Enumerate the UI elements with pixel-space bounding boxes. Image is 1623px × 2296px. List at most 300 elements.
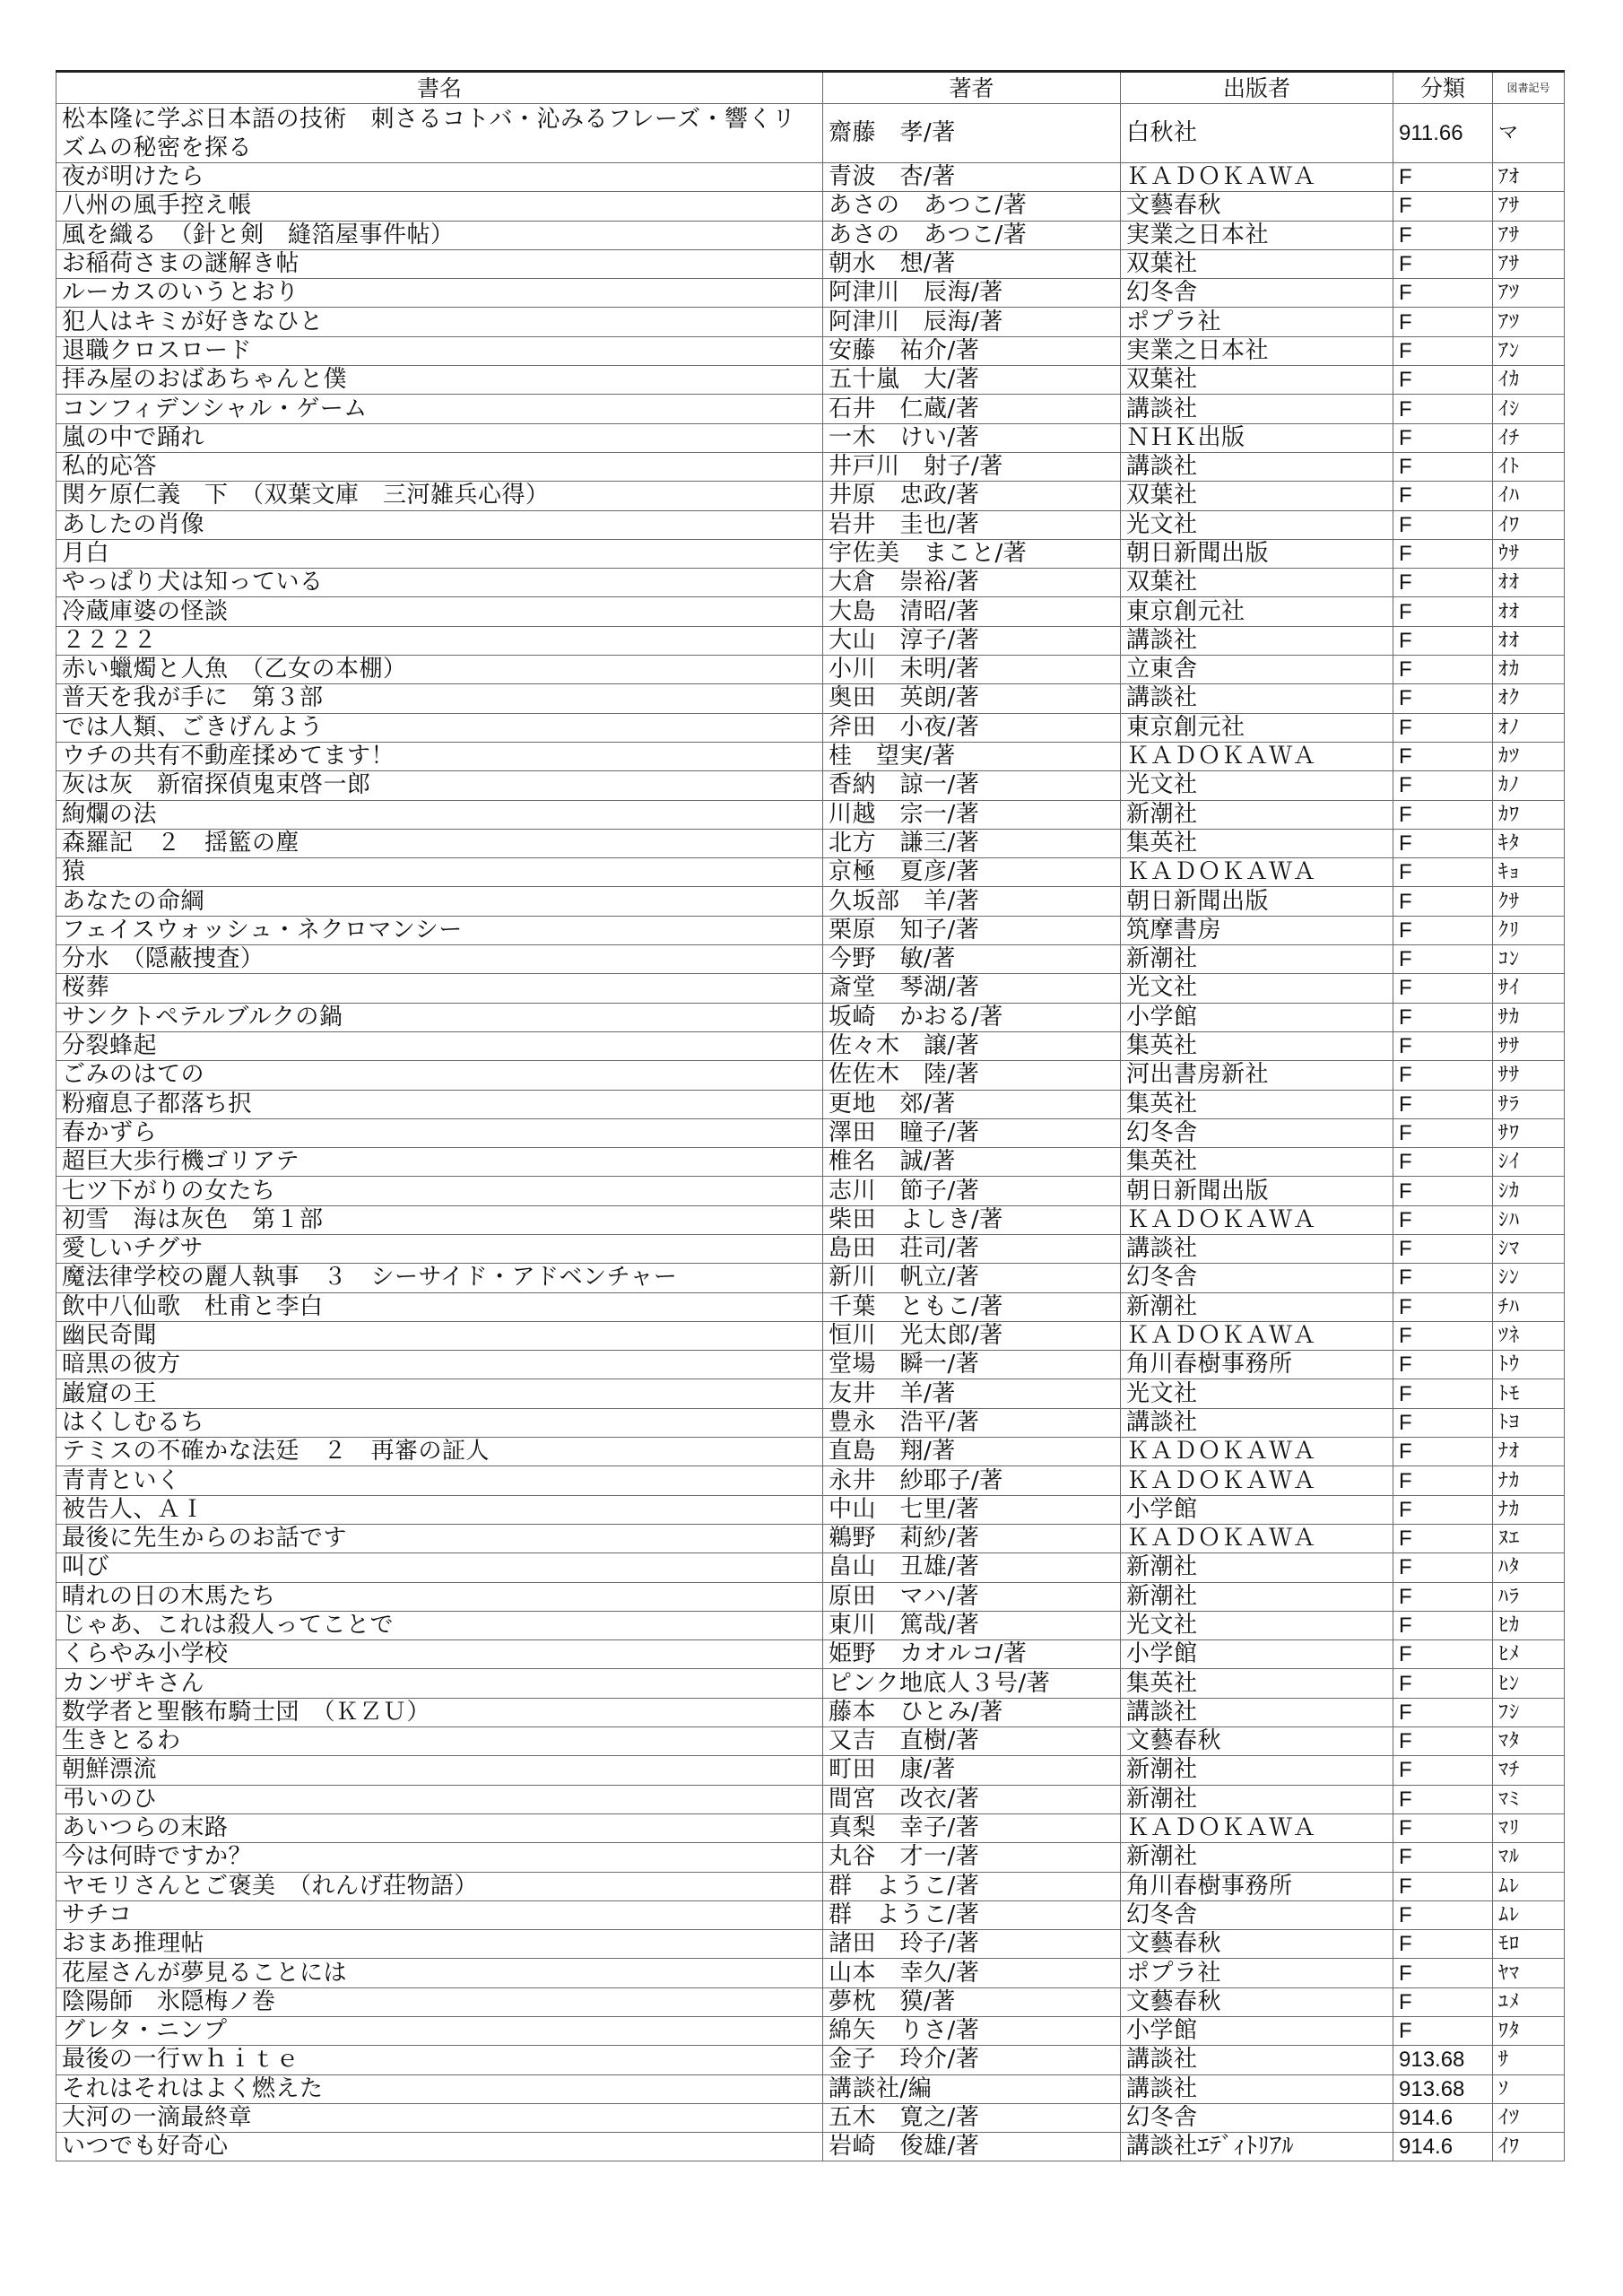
symbol-cell: ｻｻ: [1493, 1061, 1565, 1090]
table-row: [56, 829, 1565, 857]
author-cell: 丸谷 才一/著: [823, 1843, 1121, 1872]
author-cell: 京極 夏彦/著: [823, 858, 1121, 887]
classification-cell: F: [1393, 423, 1493, 452]
symbol-cell: ﾜﾀ: [1493, 2017, 1565, 2046]
classification-cell: F: [1393, 1351, 1493, 1379]
table-row: [56, 569, 1565, 597]
table-row: [56, 1582, 1565, 1611]
publisher-cell: 小学館: [1121, 2017, 1393, 2046]
book-title-cell: 大河の一滴最終章: [56, 2103, 823, 2132]
publisher-cell: 光文社: [1121, 771, 1393, 800]
classification-cell: F: [1393, 539, 1493, 568]
table-row: [56, 1813, 1565, 1842]
author-cell: 井原 忠政/著: [823, 482, 1121, 510]
author-cell: 佐々木 譲/著: [823, 1031, 1121, 1060]
symbol-cell: ｸｻ: [1493, 887, 1565, 916]
table-row: [56, 395, 1565, 423]
book-title-cell: 数学者と聖骸布騎士団 （ＫＺＵ）: [56, 1698, 823, 1726]
author-cell: 豊永 浩平/著: [823, 1408, 1121, 1437]
book-title-cell: グレタ・ニンプ: [56, 2017, 823, 2046]
publisher-cell: ＫＡＤＯＫＡＷＡ: [1121, 1466, 1393, 1495]
classification-cell: F: [1393, 1669, 1493, 1698]
symbol-cell: ﾋﾝ: [1493, 1669, 1565, 1698]
author-cell: 真梨 幸子/著: [823, 1813, 1121, 1842]
author-cell: 奥田 英朗/著: [823, 684, 1121, 713]
author-cell: 石井 仁蔵/著: [823, 395, 1121, 423]
symbol-cell: ﾁﾊ: [1493, 1292, 1565, 1321]
publisher-cell: 講談社: [1121, 2074, 1393, 2103]
publisher-cell: 角川春樹事務所: [1121, 1351, 1393, 1379]
author-cell: 宇佐美 まこと/著: [823, 539, 1121, 568]
table-row: [56, 1698, 1565, 1726]
symbol-cell: ﾓﾛ: [1493, 1930, 1565, 1959]
table-row: [56, 1495, 1565, 1524]
table-row: [56, 1756, 1565, 1785]
publisher-cell: 東京創元社: [1121, 597, 1393, 626]
symbol-cell: ｵｵ: [1493, 626, 1565, 655]
classification-cell: 913.68: [1393, 2046, 1493, 2074]
table-row: [56, 858, 1565, 887]
table-row: [56, 1234, 1565, 1263]
table-row: [56, 916, 1565, 944]
classification-cell: F: [1393, 2017, 1493, 2046]
table-row: [56, 2017, 1565, 2046]
symbol-cell: ｵｸ: [1493, 684, 1565, 713]
classification-cell: F: [1393, 1756, 1493, 1785]
table-row: [56, 1438, 1565, 1466]
publisher-cell: 立東舎: [1121, 656, 1393, 684]
book-title-cell: 猿: [56, 858, 823, 887]
table-row: [56, 656, 1565, 684]
book-title-cell: 粉瘤息子都落ち択: [56, 1090, 823, 1118]
classification-cell: F: [1393, 1553, 1493, 1582]
table-row: [56, 1061, 1565, 1090]
author-cell: 川越 宗一/著: [823, 800, 1121, 829]
table-row: [56, 945, 1565, 974]
symbol-cell: ｼﾏ: [1493, 1234, 1565, 1263]
header-author: 著者: [823, 72, 1121, 104]
author-cell: 大島 清昭/著: [823, 597, 1121, 626]
symbol-cell: ｵｵ: [1493, 569, 1565, 597]
publisher-cell: 講談社: [1121, 1408, 1393, 1437]
classification-cell: F: [1393, 771, 1493, 800]
author-cell: 夢枕 獏/著: [823, 1987, 1121, 2016]
author-cell: 東川 篤哉/著: [823, 1611, 1121, 1639]
table-row: [56, 163, 1565, 192]
classification-cell: F: [1393, 1148, 1493, 1177]
publisher-cell: 朝日新聞出版: [1121, 1177, 1393, 1205]
publisher-cell: 集英社: [1121, 829, 1393, 857]
author-cell: 中山 七里/著: [823, 1495, 1121, 1524]
table-row: [56, 1090, 1565, 1118]
book-title-cell: 嵐の中で踊れ: [56, 423, 823, 452]
publisher-cell: ＫＡＤＯＫＡＷＡ: [1121, 1438, 1393, 1466]
classification-cell: F: [1393, 1061, 1493, 1090]
classification-cell: F: [1393, 1813, 1493, 1842]
symbol-cell: ｲﾁ: [1493, 423, 1565, 452]
classification-cell: F: [1393, 1321, 1493, 1350]
author-cell: 香納 諒一/著: [823, 771, 1121, 800]
table-row: [56, 366, 1565, 395]
book-title-cell: 春かずら: [56, 1118, 823, 1147]
book-title-cell: 晴れの日の木馬たち: [56, 1582, 823, 1611]
book-title-cell: 拝み屋のおばあちゃんと僕: [56, 366, 823, 395]
classification-cell: F: [1393, 366, 1493, 395]
publisher-cell: 双葉社: [1121, 366, 1393, 395]
author-cell: 柴田 よしき/著: [823, 1205, 1121, 1234]
symbol-cell: ｷｮ: [1493, 858, 1565, 887]
classification-cell: F: [1393, 713, 1493, 742]
symbol-cell: ｲｶ: [1493, 366, 1565, 395]
author-cell: 友井 羊/著: [823, 1379, 1121, 1408]
author-cell: 群 ようこ/著: [823, 1900, 1121, 1929]
classification-cell: F: [1393, 1987, 1493, 2016]
book-title-cell: あしたの肖像: [56, 510, 823, 539]
classification-cell: F: [1393, 656, 1493, 684]
symbol-cell: ﾌｼ: [1493, 1698, 1565, 1726]
table-body: [56, 104, 1565, 2161]
publisher-cell: 新潮社: [1121, 1292, 1393, 1321]
table-row: [56, 1351, 1565, 1379]
table-row: [56, 452, 1565, 481]
book-title-cell: 陰陽師 氷隠梅ノ巻: [56, 1987, 823, 2016]
author-cell: 姫野 カオルコ/著: [823, 1640, 1121, 1669]
book-title-cell: カンザキさん: [56, 1669, 823, 1698]
table-row: [56, 771, 1565, 800]
publisher-cell: 集英社: [1121, 1090, 1393, 1118]
classification-cell: F: [1393, 1872, 1493, 1900]
book-title-cell: 青青といく: [56, 1466, 823, 1495]
publisher-cell: 講談社ｴﾃﾞｨﾄﾘｱﾙ: [1121, 2133, 1393, 2161]
table-row: [56, 1205, 1565, 1234]
book-title-cell: いつでも好奇心: [56, 2133, 823, 2161]
classification-cell: F: [1393, 1264, 1493, 1292]
symbol-cell: ｺﾝ: [1493, 945, 1565, 974]
book-title-cell: 関ケ原仁義 下 （双葉文庫 三河雑兵心得）: [56, 482, 823, 510]
table-row: [56, 1900, 1565, 1929]
publisher-cell: 講談社: [1121, 1234, 1393, 1263]
author-cell: 朝水 想/著: [823, 249, 1121, 278]
author-cell: 五木 寛之/著: [823, 2103, 1121, 2132]
author-cell: 講談社/編: [823, 2074, 1121, 2103]
symbol-cell: ﾊﾀ: [1493, 1553, 1565, 1582]
classification-cell: F: [1393, 1118, 1493, 1147]
book-title-cell: 飲中八仙歌 杜甫と李白: [56, 1292, 823, 1321]
author-cell: 諸田 玲子/著: [823, 1930, 1121, 1959]
publisher-cell: ＫＡＤＯＫＡＷＡ: [1121, 1321, 1393, 1350]
classification-cell: F: [1393, 1379, 1493, 1408]
table-row: [56, 336, 1565, 365]
classification-cell: F: [1393, 1031, 1493, 1060]
table-row: [56, 1031, 1565, 1060]
author-cell: 志川 節子/著: [823, 1177, 1121, 1205]
table-row: [56, 684, 1565, 713]
table-row: [56, 1727, 1565, 1756]
book-title-cell: お稲荷さまの謎解き帖: [56, 249, 823, 278]
publisher-cell: 幻冬舎: [1121, 279, 1393, 308]
book-title-cell: くらやみ小学校: [56, 1640, 823, 1669]
symbol-cell: ｼﾊ: [1493, 1205, 1565, 1234]
symbol-cell: ｻｻ: [1493, 1031, 1565, 1060]
publisher-cell: 河出書房新社: [1121, 1061, 1393, 1090]
publisher-cell: 集英社: [1121, 1148, 1393, 1177]
classification-cell: F: [1393, 1408, 1493, 1437]
book-title-cell: あいつらの末路: [56, 1813, 823, 1842]
classification-cell: F: [1393, 597, 1493, 626]
symbol-cell: ｻｶ: [1493, 1003, 1565, 1031]
classification-cell: F: [1393, 887, 1493, 916]
classification-cell: F: [1393, 1640, 1493, 1669]
symbol-cell: ﾕﾒ: [1493, 1987, 1565, 2016]
classification-cell: F: [1393, 742, 1493, 770]
book-title-cell: 分裂蜂起: [56, 1031, 823, 1060]
table-row: [56, 1611, 1565, 1639]
publisher-cell: 講談社: [1121, 452, 1393, 481]
publisher-cell: 実業之日本社: [1121, 336, 1393, 365]
publisher-cell: ＫＡＤＯＫＡＷＡ: [1121, 1205, 1393, 1234]
table-row: [56, 1408, 1565, 1437]
author-cell: 島田 荘司/著: [823, 1234, 1121, 1263]
publisher-cell: 文藝春秋: [1121, 1987, 1393, 2016]
author-cell: 北方 謙三/著: [823, 829, 1121, 857]
classification-cell: F: [1393, 1611, 1493, 1639]
publisher-cell: 新潮社: [1121, 1843, 1393, 1872]
publisher-cell: 小学館: [1121, 1640, 1393, 1669]
symbol-cell: ｵｶ: [1493, 656, 1565, 684]
author-cell: 大山 淳子/著: [823, 626, 1121, 655]
book-title-cell: ウチの共有不動産揉めてます！: [56, 742, 823, 770]
symbol-cell: ﾔﾏ: [1493, 1959, 1565, 1987]
table-row: [56, 1930, 1565, 1959]
publisher-cell: 新潮社: [1121, 945, 1393, 974]
publisher-cell: 新潮社: [1121, 800, 1393, 829]
book-title-cell: 七ツ下がりの女たち: [56, 1177, 823, 1205]
book-list-sheet: [56, 70, 1564, 2161]
author-cell: 岩井 圭也/著: [823, 510, 1121, 539]
table-row: [56, 800, 1565, 829]
symbol-cell: ｼｲ: [1493, 1148, 1565, 1177]
publisher-cell: ＫＡＤＯＫＡＷＡ: [1121, 163, 1393, 192]
author-cell: 澤田 瞳子/著: [823, 1118, 1121, 1147]
symbol-cell: ﾅｶ: [1493, 1495, 1565, 1524]
publisher-cell: 幻冬舎: [1121, 1900, 1393, 1929]
author-cell: 山本 幸久/著: [823, 1959, 1121, 1987]
classification-cell: F: [1393, 279, 1493, 308]
classification-cell: 914.6: [1393, 2103, 1493, 2132]
publisher-cell: ＫＡＤＯＫＡＷＡ: [1121, 1524, 1393, 1552]
publisher-cell: 新潮社: [1121, 1582, 1393, 1611]
table-row: [56, 1959, 1565, 1987]
book-title-cell: 最後の一行ｗｈｉｔｅ: [56, 2046, 823, 2074]
symbol-cell: ﾇｴ: [1493, 1524, 1565, 1552]
author-cell: 阿津川 辰海/著: [823, 279, 1121, 308]
classification-cell: F: [1393, 1930, 1493, 1959]
symbol-cell: ｱｻ: [1493, 249, 1565, 278]
publisher-cell: ＮＨＫ出版: [1121, 423, 1393, 452]
classification-cell: F: [1393, 569, 1493, 597]
classification-cell: F: [1393, 1495, 1493, 1524]
symbol-cell: ｳｻ: [1493, 539, 1565, 568]
book-title-cell: 生きとるわ: [56, 1727, 823, 1756]
symbol-cell: ｱﾂ: [1493, 308, 1565, 336]
classification-cell: F: [1393, 1090, 1493, 1118]
symbol-cell: マ: [1493, 104, 1565, 163]
classification-cell: F: [1393, 249, 1493, 278]
book-title-cell: ヤモリさんとご褒美 （れんげ荘物語）: [56, 1872, 823, 1900]
publisher-cell: 文藝春秋: [1121, 1930, 1393, 1959]
publisher-cell: 白秋社: [1121, 104, 1393, 163]
classification-cell: F: [1393, 1582, 1493, 1611]
book-title-cell: 夜が明けたら: [56, 163, 823, 192]
symbol-cell: ﾏﾀ: [1493, 1727, 1565, 1756]
book-title-cell: フェイスウォッシュ・ネクロマンシー: [56, 916, 823, 944]
book-title-cell: では人類、ごきげんよう: [56, 713, 823, 742]
book-title-cell: コンフィデンシャル・ゲーム: [56, 395, 823, 423]
symbol-cell: ｶﾂ: [1493, 742, 1565, 770]
classification-cell: F: [1393, 336, 1493, 365]
table-row: [56, 1524, 1565, 1552]
book-title-cell: 今は何時ですか？: [56, 1843, 823, 1872]
table-row: [56, 1987, 1565, 2016]
publisher-cell: 文藝春秋: [1121, 192, 1393, 221]
classification-cell: F: [1393, 192, 1493, 221]
table-row: [56, 742, 1565, 770]
publisher-cell: 角川春樹事務所: [1121, 1872, 1393, 1900]
book-list-table: [56, 70, 1565, 2161]
symbol-cell: ｱｻ: [1493, 221, 1565, 249]
book-title-cell: 最後に先生からのお話です: [56, 1524, 823, 1552]
symbol-cell: ｲﾜ: [1493, 510, 1565, 539]
classification-cell: 911.66: [1393, 104, 1493, 163]
classification-cell: F: [1393, 1698, 1493, 1726]
symbol-cell: ｲﾂ: [1493, 2103, 1565, 2132]
book-title-cell: 退職クロスロード: [56, 336, 823, 365]
publisher-cell: 集英社: [1121, 1669, 1393, 1698]
author-cell: 永井 紗耶子/著: [823, 1466, 1121, 1495]
publisher-cell: 新潮社: [1121, 1553, 1393, 1582]
book-title-cell: 絢爛の法: [56, 800, 823, 829]
book-title-cell: 暗黒の彼方: [56, 1351, 823, 1379]
author-cell: ピンク地底人３号/著: [823, 1669, 1121, 1698]
publisher-cell: ＫＡＤＯＫＡＷＡ: [1121, 858, 1393, 887]
classification-cell: F: [1393, 800, 1493, 829]
classification-cell: F: [1393, 163, 1493, 192]
book-title-cell: ルーカスのいうとおり: [56, 279, 823, 308]
symbol-cell: ﾅｵ: [1493, 1438, 1565, 1466]
author-cell: あさの あつこ/著: [823, 192, 1121, 221]
classification-cell: F: [1393, 510, 1493, 539]
author-cell: 原田 マハ/著: [823, 1582, 1121, 1611]
author-cell: 安藤 祐介/著: [823, 336, 1121, 365]
publisher-cell: 講談社: [1121, 2046, 1393, 2074]
author-cell: 五十嵐 大/著: [823, 366, 1121, 395]
symbol-cell: ｱﾝ: [1493, 336, 1565, 365]
symbol-cell: ｻｲ: [1493, 974, 1565, 1003]
symbol-cell: ﾊﾗ: [1493, 1582, 1565, 1611]
book-title-cell: 松本隆に学ぶ日本語の技術 刺さるコトバ・沁みるフレーズ・響くリズムの秘密を探る: [56, 104, 823, 163]
author-cell: 久坂部 羊/著: [823, 887, 1121, 916]
symbol-cell: ｱﾂ: [1493, 279, 1565, 308]
book-title-cell: 森羅記 ２ 揺籃の塵: [56, 829, 823, 857]
book-title-cell: 冷蔵庫婆の怪談: [56, 597, 823, 626]
table-row: [56, 1148, 1565, 1177]
classification-cell: F: [1393, 1785, 1493, 1813]
table-row: [56, 1640, 1565, 1669]
publisher-cell: 幻冬舎: [1121, 1264, 1393, 1292]
classification-cell: F: [1393, 221, 1493, 249]
classification-cell: F: [1393, 1959, 1493, 1987]
publisher-cell: 新潮社: [1121, 1756, 1393, 1785]
table-row: [56, 1292, 1565, 1321]
author-cell: 阿津川 辰海/著: [823, 308, 1121, 336]
table-row: [56, 1669, 1565, 1698]
header-row: [56, 72, 1565, 104]
symbol-cell: ﾄﾖ: [1493, 1408, 1565, 1437]
author-cell: 大倉 崇裕/著: [823, 569, 1121, 597]
book-title-cell: ごみのはての: [56, 1061, 823, 1090]
book-title-cell: 犯人はキミが好きなひと: [56, 308, 823, 336]
publisher-cell: ＫＡＤＯＫＡＷＡ: [1121, 742, 1393, 770]
classification-cell: F: [1393, 1438, 1493, 1466]
publisher-cell: 小学館: [1121, 1495, 1393, 1524]
symbol-cell: ｲﾜ: [1493, 2133, 1565, 2161]
author-cell: 青波 杏/著: [823, 163, 1121, 192]
author-cell: 小川 未明/著: [823, 656, 1121, 684]
table-row: [56, 1843, 1565, 1872]
symbol-cell: ﾄﾓ: [1493, 1379, 1565, 1408]
table-row: [56, 2046, 1565, 2074]
book-title-cell: 幽民奇聞: [56, 1321, 823, 1350]
symbol-cell: ｵﾉ: [1493, 713, 1565, 742]
author-cell: 間宮 改衣/著: [823, 1785, 1121, 1813]
classification-cell: F: [1393, 974, 1493, 1003]
classification-cell: F: [1393, 684, 1493, 713]
symbol-cell: ﾏﾐ: [1493, 1785, 1565, 1813]
table-row: [56, 974, 1565, 1003]
publisher-cell: 光文社: [1121, 510, 1393, 539]
symbol-cell: ｱｵ: [1493, 163, 1565, 192]
publisher-cell: ポプラ社: [1121, 308, 1393, 336]
table-row: [56, 597, 1565, 626]
symbol-cell: ﾂﾈ: [1493, 1321, 1565, 1350]
classification-cell: F: [1393, 916, 1493, 944]
symbol-cell: ｻﾗ: [1493, 1090, 1565, 1118]
symbol-cell: ｻﾜ: [1493, 1118, 1565, 1147]
table-row: [56, 626, 1565, 655]
table-row: [56, 482, 1565, 510]
publisher-cell: 幻冬舎: [1121, 2103, 1393, 2132]
table-row: [56, 192, 1565, 221]
book-title-cell: 初雪 海は灰色 第１部: [56, 1205, 823, 1234]
header-title: 書名: [56, 72, 823, 104]
book-title-cell: 分水 （隠蔽捜査）: [56, 945, 823, 974]
book-title-cell: あなたの命綱: [56, 887, 823, 916]
author-cell: 畠山 丑雄/著: [823, 1553, 1121, 1582]
author-cell: 桂 望実/著: [823, 742, 1121, 770]
classification-cell: F: [1393, 395, 1493, 423]
book-title-cell: ２２２２: [56, 626, 823, 655]
book-title-cell: 超巨大歩行機ゴリアテ: [56, 1148, 823, 1177]
book-title-cell: 叫び: [56, 1553, 823, 1582]
symbol-cell: ｼﾝ: [1493, 1264, 1565, 1292]
symbol-cell: ｻ: [1493, 2046, 1565, 2074]
publisher-cell: 朝日新聞出版: [1121, 539, 1393, 568]
book-title-cell: 愛しいチグサ: [56, 1234, 823, 1263]
book-title-cell: 月白: [56, 539, 823, 568]
publisher-cell: 新潮社: [1121, 1785, 1393, 1813]
symbol-cell: ｲｼ: [1493, 395, 1565, 423]
symbol-cell: ﾑﾚ: [1493, 1900, 1565, 1929]
